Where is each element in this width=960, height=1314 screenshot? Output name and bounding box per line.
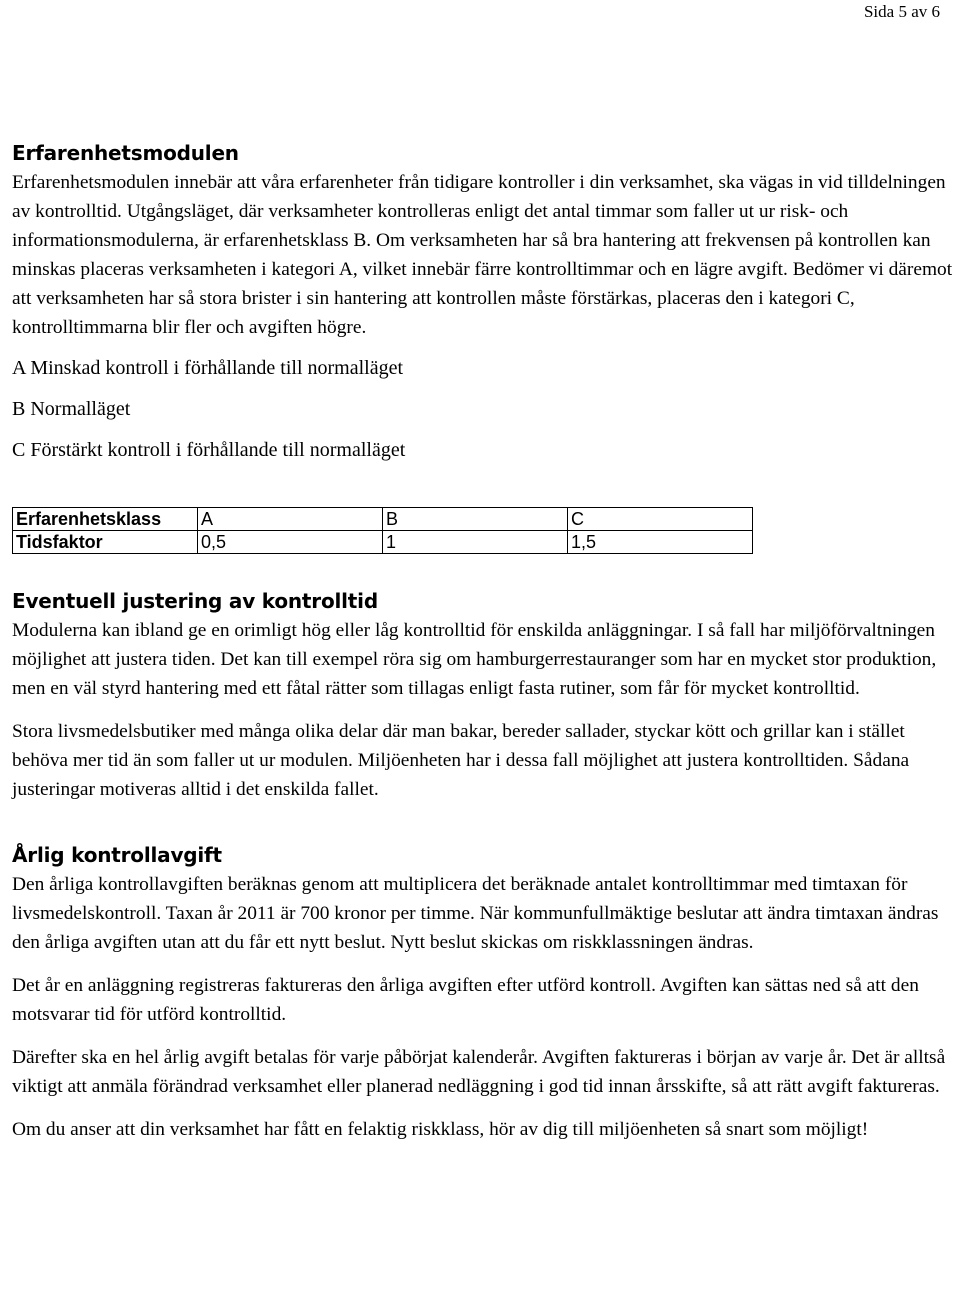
table-cell: A (198, 508, 383, 531)
paragraph-avgift-4: Om du anser att din verksamhet har fått en felaktig riskklass, hör av dig till miljöenheten så snart som möjligt! (12, 1119, 869, 1140)
category-c-line: C Förstärkt kontroll i förhållande till normalläget (12, 439, 406, 461)
table-cell: 0,5 (198, 531, 383, 554)
table-cell: Tidsfaktor (13, 531, 198, 554)
page-number: Sida 5 av 6 (863, 2, 940, 21)
paragraph-avgift-1: Den årliga kontrollavgiften beräknas genom att multiplicera det beräknade antalet kontrolltimmar med timtaxan för livsmedelskontroll. Taxan år 2011 är 700 kronor per timme. När kommunfullmäktige beslutar att ändra timtaxan ändras den årliga avgiften utan att du får ett nytt beslut. Nytt beslut skickas om riskklassningen ändras. (12, 874, 939, 953)
section-heading-erfarenhetsmodulen: Erfarenhetsmodulen (12, 141, 239, 165)
paragraph-avgift-2: Det år en anläggning registreras faktureras den årliga avgiften efter utförd kontroll. Avgiften kan sättas ned så att den motsvarar tid för utförd kontrolltid. (12, 975, 919, 1025)
section-arlig-kontrollavgift (12, 840, 957, 1144)
table-cell: 1 (383, 531, 568, 554)
section-heading-avgift: Årlig kontrollavgift (12, 843, 222, 867)
table-row (13, 531, 753, 554)
paragraph-justering-1: Modulerna kan ibland ge en orimligt hög eller låg kontrolltid för enskilda anläggningar. I så fall har miljöförvaltningen möjlighet att justera tiden. Det kan till exempel röra sig om hamburgerrestauranger som har en mycket stor produktion, men en väl styrd hantering med ett fåtal rätter som tillagas enligt fasta rutiner, som får för mycket kontrolltid. (12, 620, 937, 699)
document-body (12, 138, 957, 1144)
erfarenhetsklass-table (12, 507, 753, 554)
paragraph-erfarenhet: Erfarenhetsmodulen innebär att våra erfarenheter från tidigare kontroller i din verksamhet, ska vägas in vid tilldelningen av kontrolltid. Utgångsläget, där verksamheter kontrolleras enligt det antal timmar som faller ut ur risk- och informationsmodulerna, är erfarenhetsklass B. Om verksamheten har så bra hantering att frekvensen på kontrollen kan minskas placeras verksamheten i kategori A, vilket innebär färre kontrolltimmar och en lägre avgift. Bedömer vi däremot att verksamheten har så stora brister i sin hantering att kontrollen måste förstärkas, placeras den i kategori C, kontrolltimmarna blir fler och avgiften högre. (12, 172, 953, 338)
table-cell: B (383, 508, 568, 531)
table-cell: 1,5 (568, 531, 753, 554)
section-erfarenhetsmodulen (12, 138, 957, 554)
table-row (13, 508, 753, 531)
table-cell: C (568, 508, 753, 531)
section-justering (12, 586, 957, 804)
category-b-line: B Normalläget (12, 398, 131, 420)
paragraph-justering-2: Stora livsmedelsbutiker med många olika delar där man bakar, bereder sallader, styckar kött och grillar kan i stället behöva mer tid än som faller ut ur modulen. Miljöenheten har i dessa fall möjlighet att justera kontrolltiden. Sådana justeringar motiveras alltid i det enskilda fallet. (12, 721, 910, 800)
category-a-line: A Minskad kontroll i förhållande till normalläget (12, 357, 404, 379)
paragraph-avgift-3: Därefter ska en hel årlig avgift betalas för varje påbörjat kalenderår. Avgiften faktureras i början av varje år. Det är alltså viktigt att anmäla förändrad verksamhet eller planerad nedläggning i god tid innan årsskifte, så att rätt avgift faktureras. (12, 1047, 946, 1097)
section-heading-justering: Eventuell justering av kontrolltid (12, 589, 378, 613)
table-cell: Erfarenhetsklass (13, 508, 198, 531)
